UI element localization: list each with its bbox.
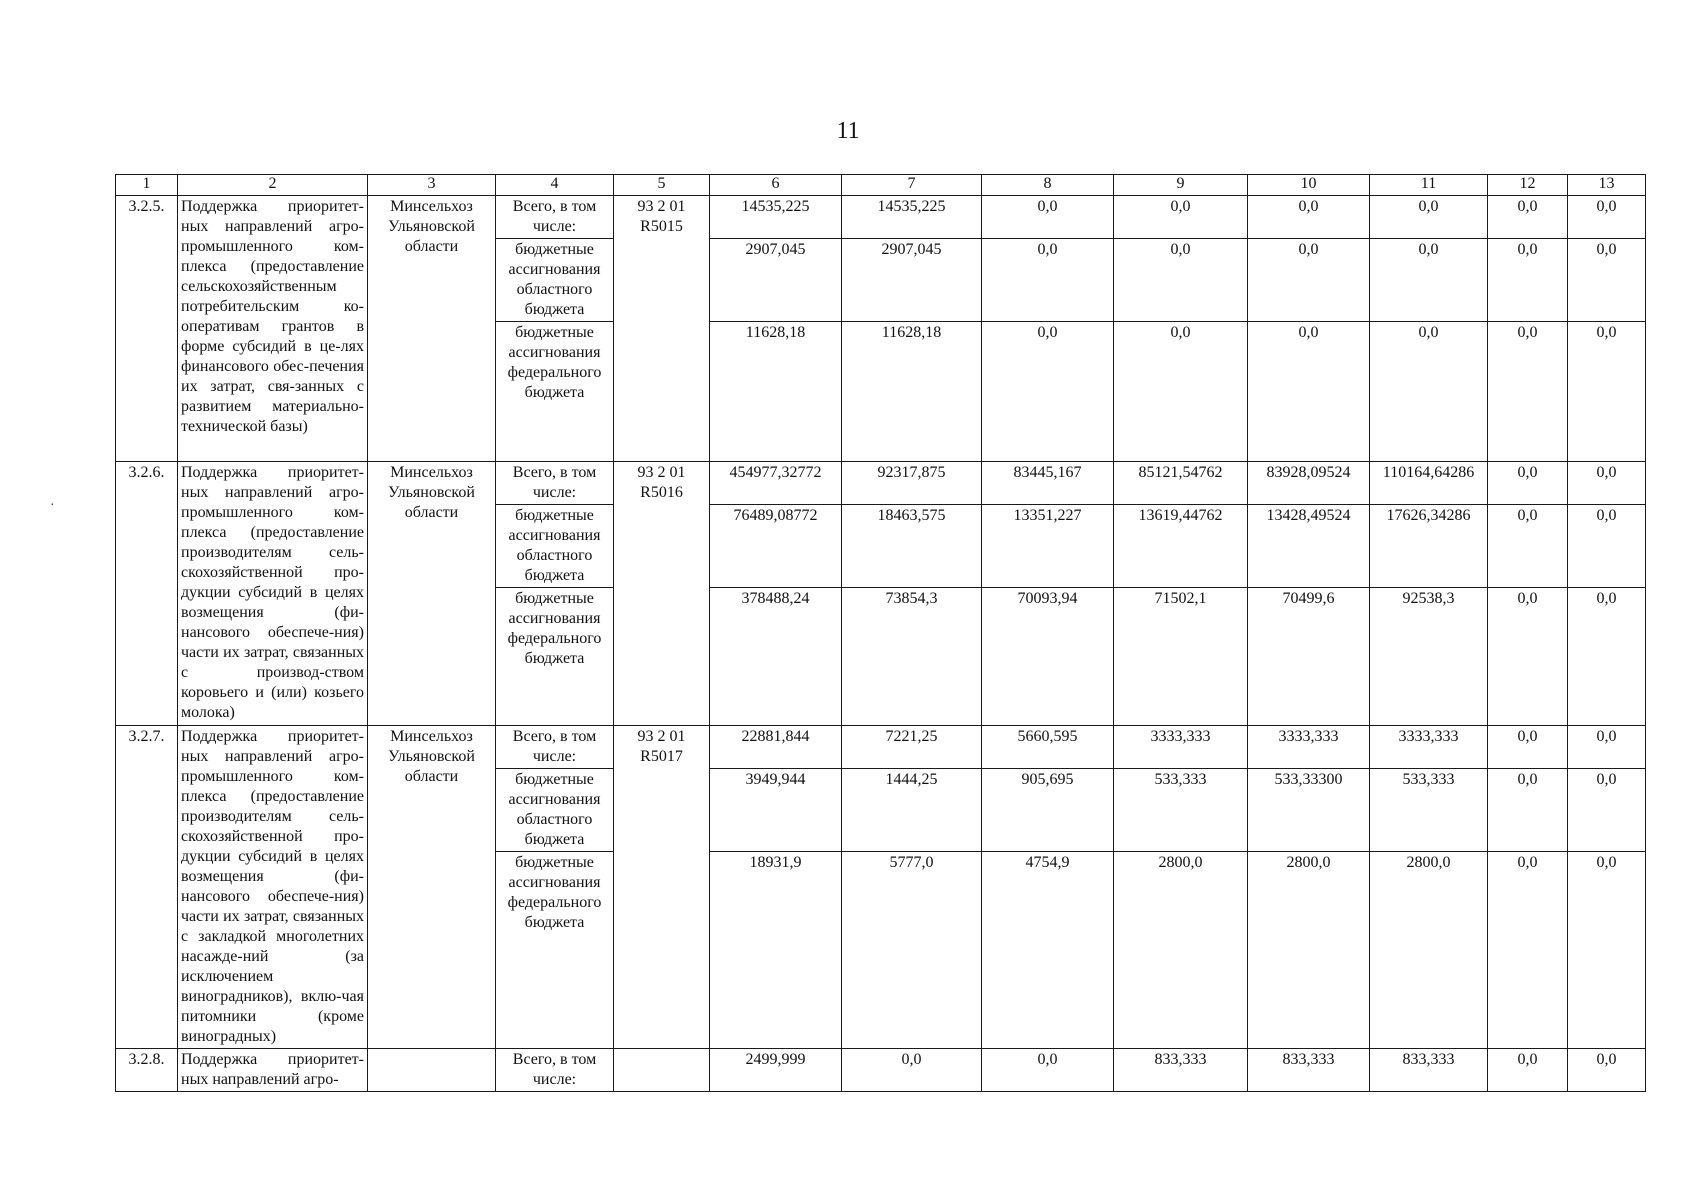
funding-source: бюджетные ассигнования федерального бюджета — [496, 852, 614, 1049]
amount-cell: 14535,225 — [710, 196, 842, 239]
amount-cell: 92538,3 — [1370, 588, 1488, 726]
amount-cell: 905,695 — [982, 769, 1114, 852]
amount-cell: 71502,1 — [1114, 588, 1248, 726]
amount-cell: 11628,18 — [842, 322, 982, 462]
amount-cell: 0,0 — [1568, 726, 1646, 769]
row-number: 3.2.7. — [116, 726, 178, 1049]
column-header: 4 — [496, 175, 614, 196]
amount-cell: 0,0 — [982, 322, 1114, 462]
amount-cell: 0,0 — [1568, 462, 1646, 505]
amount-cell: 0,0 — [1568, 505, 1646, 588]
column-number-row — [116, 175, 1646, 196]
amount-cell: 110164,64286 — [1370, 462, 1488, 505]
amount-cell: 0,0 — [1488, 322, 1568, 462]
amount-cell: 0,0 — [1488, 1049, 1568, 1092]
amount-cell: 0,0 — [1568, 196, 1646, 239]
amount-cell: 18931,9 — [710, 852, 842, 1049]
measure-name: Поддержка приоритет-ных направлений агро- — [178, 1049, 368, 1092]
row-number: 3.2.5. — [116, 196, 178, 462]
amount-cell: 13619,44762 — [1114, 505, 1248, 588]
measure-name: Поддержка приоритет-ных направлений агро-промышленного ком-плекса (предоставление сельскохозяйственным потребительским ко-оперативам грантов в форме субсидий в це-лях финансового обес-печения их затрат, свя-занных с развитием материально-технической базы) — [178, 196, 368, 462]
amount-cell: 83928,09524 — [1248, 462, 1370, 505]
executor: Минсельхоз Ульяновской области — [368, 726, 496, 1049]
amount-cell: 83445,167 — [982, 462, 1114, 505]
amount-cell: 2800,0 — [1370, 852, 1488, 1049]
amount-cell: 378488,24 — [710, 588, 842, 726]
amount-cell: 13351,227 — [982, 505, 1114, 588]
column-header: 9 — [1114, 175, 1248, 196]
amount-cell: 533,33300 — [1248, 769, 1370, 852]
amount-cell: 2800,0 — [1248, 852, 1370, 1049]
amount-cell: 0,0 — [1248, 239, 1370, 322]
amount-cell: 18463,575 — [842, 505, 982, 588]
amount-cell: 3333,333 — [1114, 726, 1248, 769]
executor: Минсельхоз Ульяновской области — [368, 196, 496, 462]
funding-source: Всего, в том числе: — [496, 196, 614, 239]
amount-cell: 533,333 — [1114, 769, 1248, 852]
amount-cell: 0,0 — [1488, 588, 1568, 726]
amount-cell: 3333,333 — [1248, 726, 1370, 769]
funding-source: Всего, в том числе: — [496, 462, 614, 505]
amount-cell: 0,0 — [1488, 239, 1568, 322]
column-header: 6 — [710, 175, 842, 196]
amount-cell: 3333,333 — [1370, 726, 1488, 769]
amount-cell: 0,0 — [1568, 769, 1646, 852]
amount-cell: 2800,0 — [1114, 852, 1248, 1049]
table-row — [116, 726, 1646, 769]
column-header: 13 — [1568, 175, 1646, 196]
funding-source: бюджетные ассигнования областного бюджета — [496, 769, 614, 852]
table-row — [116, 462, 1646, 505]
budget-code: 93 2 01 R5016 — [614, 462, 710, 726]
amount-cell: 76489,08772 — [710, 505, 842, 588]
table-row — [116, 1049, 1646, 1092]
amount-cell: 533,333 — [1370, 769, 1488, 852]
column-header: 1 — [116, 175, 178, 196]
amount-cell: 0,0 — [1488, 726, 1568, 769]
amount-cell: 0,0 — [982, 196, 1114, 239]
amount-cell: 14535,225 — [842, 196, 982, 239]
amount-cell: 0,0 — [1114, 239, 1248, 322]
scan-mark: · — [50, 498, 55, 513]
funding-source: Всего, в том числе: — [496, 726, 614, 769]
budget-code: 93 2 01 R5015 — [614, 196, 710, 462]
amount-cell: 11628,18 — [710, 322, 842, 462]
amount-cell: 0,0 — [1370, 196, 1488, 239]
amount-cell: 0,0 — [1488, 196, 1568, 239]
budget-table — [115, 174, 1646, 1092]
amount-cell: 833,333 — [1114, 1049, 1248, 1092]
amount-cell: 0,0 — [1114, 196, 1248, 239]
amount-cell: 0,0 — [1568, 322, 1646, 462]
column-header: 12 — [1488, 175, 1568, 196]
amount-cell: 13428,49524 — [1248, 505, 1370, 588]
amount-cell: 5777,0 — [842, 852, 982, 1049]
amount-cell: 833,333 — [1248, 1049, 1370, 1092]
funding-source: бюджетные ассигнования областного бюджета — [496, 505, 614, 588]
amount-cell: 0,0 — [1488, 462, 1568, 505]
amount-cell: 0,0 — [1568, 1049, 1646, 1092]
funding-source: бюджетные ассигнования федерального бюджета — [496, 322, 614, 462]
funding-source: Всего, в том числе: — [496, 1049, 614, 1092]
amount-cell: 454977,32772 — [710, 462, 842, 505]
amount-cell: 0,0 — [1488, 852, 1568, 1049]
amount-cell: 0,0 — [1568, 588, 1646, 726]
amount-cell: 0,0 — [1248, 322, 1370, 462]
funding-source: бюджетные ассигнования областного бюджета — [496, 239, 614, 322]
row-number: 3.2.6. — [116, 462, 178, 726]
amount-cell: 0,0 — [982, 239, 1114, 322]
table-row — [116, 196, 1646, 239]
amount-cell: 0,0 — [982, 1049, 1114, 1092]
page-number: 11 — [836, 118, 860, 144]
amount-cell: 3949,944 — [710, 769, 842, 852]
measure-name: Поддержка приоритет-ных направлений агро-промышленного ком-плекса (предоставление производителям сель-скохозяйственной про-дукции субсидий в целях возмещения (фи-нансового обеспече-ния) части их затрат, связанных с производ-ством коровьего и (или) козьего молока) — [178, 462, 368, 726]
budget-code: 93 2 01 R5017 — [614, 726, 710, 1049]
amount-cell: 2907,045 — [710, 239, 842, 322]
amount-cell: 4754,9 — [982, 852, 1114, 1049]
amount-cell: 85121,54762 — [1114, 462, 1248, 505]
amount-cell: 22881,844 — [710, 726, 842, 769]
amount-cell: 0,0 — [1488, 505, 1568, 588]
row-number: 3.2.8. — [116, 1049, 178, 1092]
column-header: 5 — [614, 175, 710, 196]
amount-cell: 833,333 — [1370, 1049, 1488, 1092]
amount-cell: 0,0 — [1568, 239, 1646, 322]
column-header: 2 — [178, 175, 368, 196]
executor — [368, 1049, 496, 1092]
amount-cell: 0,0 — [1370, 239, 1488, 322]
amount-cell: 7221,25 — [842, 726, 982, 769]
executor: Минсельхоз Ульяновской области — [368, 462, 496, 726]
amount-cell: 2499,999 — [710, 1049, 842, 1092]
column-header: 11 — [1370, 175, 1488, 196]
amount-cell: 70093,94 — [982, 588, 1114, 726]
amount-cell: 0,0 — [1114, 322, 1248, 462]
amount-cell: 2907,045 — [842, 239, 982, 322]
column-header: 7 — [842, 175, 982, 196]
budget-code — [614, 1049, 710, 1092]
funding-source: бюджетные ассигнования федерального бюджета — [496, 588, 614, 726]
amount-cell: 92317,875 — [842, 462, 982, 505]
amount-cell: 17626,34286 — [1370, 505, 1488, 588]
column-header: 3 — [368, 175, 496, 196]
column-header: 8 — [982, 175, 1114, 196]
measure-name: Поддержка приоритет-ных направлений агро-промышленного ком-плекса (предоставление производителям сель-скохозяйственной про-дукции субсидий в целях возмещения (фи-нансового обеспече-ния) части их затрат, связанных с закладкой многолетних насажде-ний (за исключением виноградников), вклю-чая питомники (кроме виноградных) — [178, 726, 368, 1049]
amount-cell: 73854,3 — [842, 588, 982, 726]
amount-cell: 70499,6 — [1248, 588, 1370, 726]
column-header: 10 — [1248, 175, 1370, 196]
amount-cell: 5660,595 — [982, 726, 1114, 769]
amount-cell: 1444,25 — [842, 769, 982, 852]
amount-cell: 0,0 — [1488, 769, 1568, 852]
amount-cell: 0,0 — [842, 1049, 982, 1092]
amount-cell: 0,0 — [1370, 322, 1488, 462]
amount-cell: 0,0 — [1248, 196, 1370, 239]
amount-cell: 0,0 — [1568, 852, 1646, 1049]
